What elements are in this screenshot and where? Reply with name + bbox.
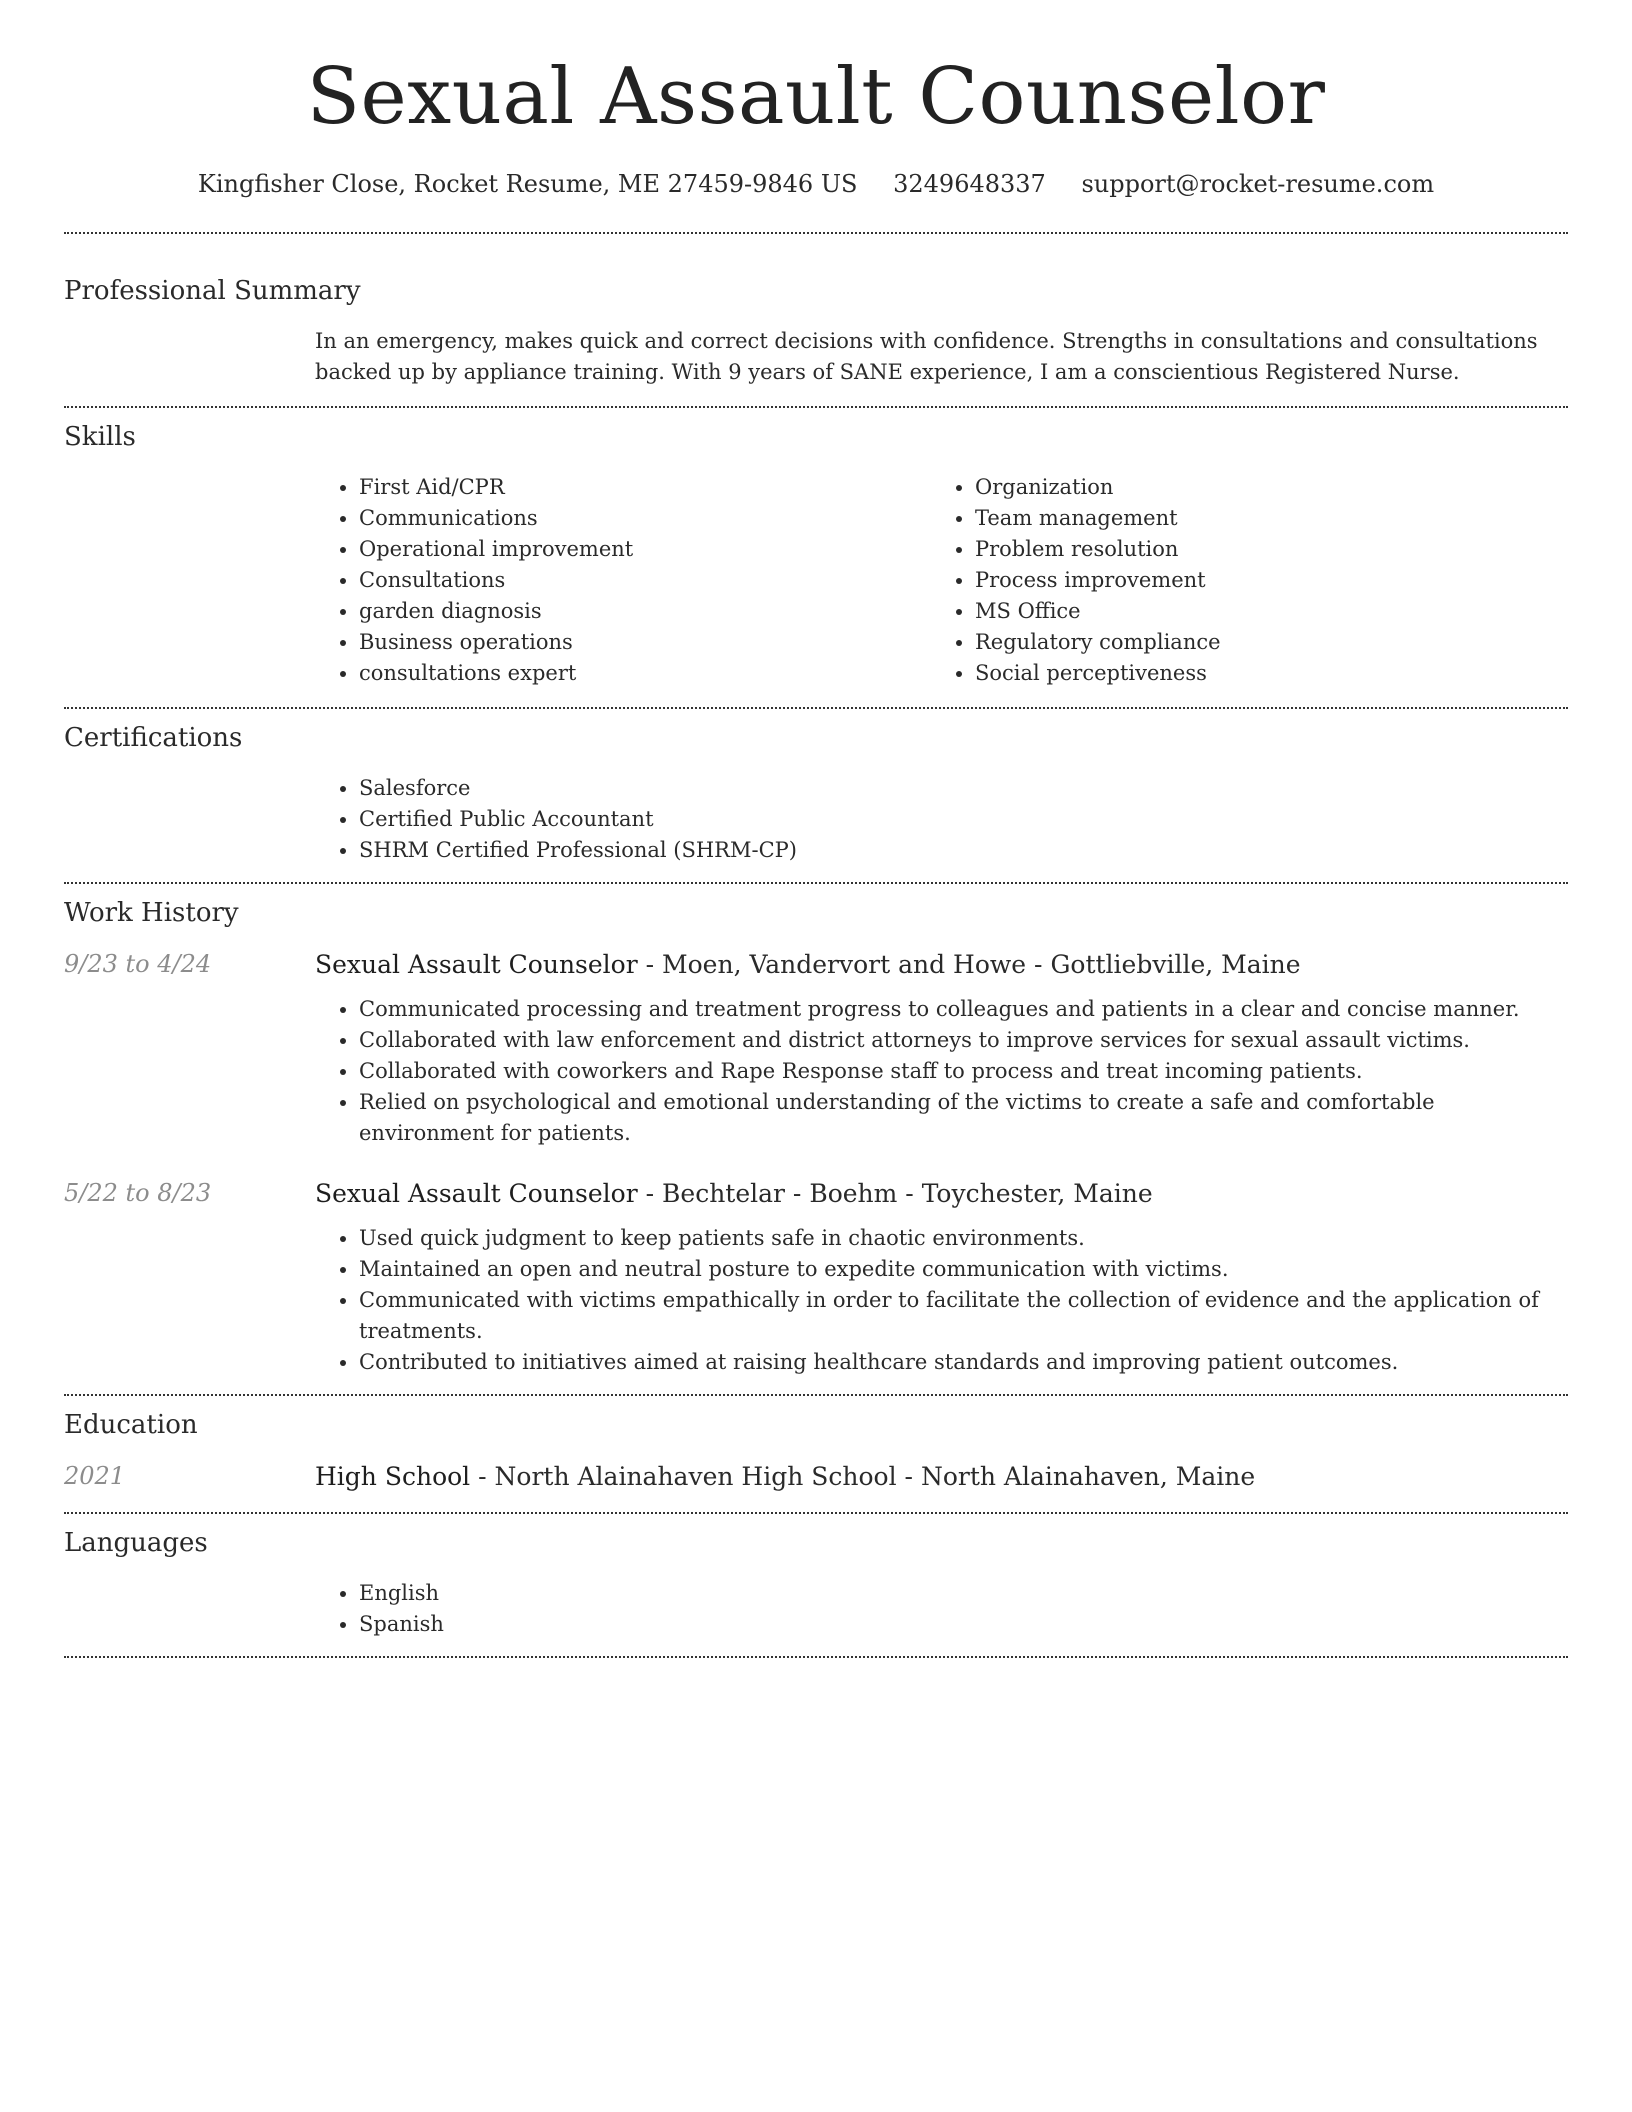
section-title: Certifications (64, 723, 243, 753)
job-date: 9/23 to 4/24 (64, 950, 212, 978)
candidate-name: Sexual Assault Counselor (306, 52, 1326, 142)
list-item: • Communications (359, 503, 931, 534)
list-item: • Used quick judgment to keep patients safe in chaotic environments. (359, 1223, 1568, 1254)
list-item: • Communicated with victims empathically in order to facilitate the collection of evidence and the application of treatments. (359, 1285, 1568, 1347)
list-item: • Communicated processing and treatment progress to colleagues and patients in a clear and concise manner. (359, 994, 1568, 1025)
languages-section (64, 1528, 1568, 1640)
list-item: • Salesforce (359, 773, 1568, 804)
list-item: • Problem resolution (975, 534, 1547, 565)
section-title: Professional Summary (64, 276, 361, 306)
certifications-content (315, 773, 1568, 866)
divider (64, 406, 1568, 408)
languages-list (315, 1578, 1568, 1640)
work-history-section (64, 898, 1568, 1378)
certifications-section (64, 723, 1568, 866)
list-item: • Collaborated with law enforcement and district attorneys to improve services for sexual assault victims. (359, 1025, 1568, 1056)
divider (64, 232, 1568, 234)
education-details: - North Alainahaven High School - North Alainahaven, Maine (470, 1462, 1256, 1491)
summary-text: In an emergency, makes quick and correct decisions with confidence. Strengths in consultations and consultations backed up by appliance training. With 9 years of SANE experience, I am a conscientious Registered Nurse. (315, 329, 1538, 384)
list-item: • English (359, 1578, 1568, 1609)
section-title: Education (64, 1410, 198, 1440)
contact-line (64, 170, 1568, 198)
education-entry (64, 1462, 1568, 1492)
job-heading (315, 950, 1568, 980)
divider (64, 882, 1568, 884)
list-item: • Team management (975, 503, 1547, 534)
education-date: 2021 (64, 1462, 126, 1490)
list-item: • Certified Public Accountant (359, 804, 1568, 835)
list-item: • Organization (975, 472, 1547, 503)
divider (64, 1394, 1568, 1396)
skills-list-right (931, 472, 1547, 689)
job-bullets (315, 994, 1568, 1149)
job-role: Sexual Assault Counselor (315, 950, 638, 979)
job-content (315, 1223, 1568, 1378)
section-title: Skills (64, 422, 136, 452)
list-item: • Contributed to initiatives aimed at raising healthcare standards and improving patient outcomes. (359, 1347, 1568, 1378)
section-title: Work History (64, 898, 239, 928)
skills-list-left (315, 472, 931, 689)
divider (64, 1656, 1568, 1658)
job-entry (64, 1179, 1568, 1378)
address: Kingfisher Close, Rocket Resume, ME 27459-9846 US (197, 170, 858, 198)
certifications-list (315, 773, 1568, 866)
list-item: • Social perceptiveness (975, 658, 1547, 689)
skills-section (64, 422, 1568, 689)
list-item: • Spanish (359, 1609, 1568, 1640)
list-item: • Process improvement (975, 565, 1547, 596)
education-heading (315, 1462, 1568, 1492)
divider (64, 707, 1568, 709)
education-section (64, 1410, 1568, 1492)
job-content (315, 994, 1568, 1149)
list-item: • consultations expert (359, 658, 931, 689)
languages-content (315, 1578, 1568, 1640)
resume-page (64, 0, 1568, 1658)
phone: 3249648337 (893, 170, 1046, 198)
list-item: • Operational improvement (359, 534, 931, 565)
job-bullets (315, 1223, 1568, 1378)
section-title: Languages (64, 1528, 208, 1558)
list-item: • MS Office (975, 596, 1547, 627)
list-item: • SHRM Certified Professional (SHRM-CP) (359, 835, 1568, 866)
education-degree: High School (315, 1462, 471, 1491)
summary-section (64, 276, 1568, 388)
job-details: - Moen, Vandervort and Howe - Gottliebville, Maine (637, 950, 1301, 979)
list-item: • Regulatory compliance (975, 627, 1547, 658)
divider (64, 1512, 1568, 1514)
job-entry (64, 950, 1568, 1149)
list-item: • Collaborated with coworkers and Rape Response staff to process and treat incoming patients. (359, 1056, 1568, 1087)
list-item: • Relied on psychological and emotional understanding of the victims to create a safe and comfortable environment for patients. (359, 1087, 1568, 1149)
job-heading (315, 1179, 1568, 1209)
list-item: • Business operations (359, 627, 931, 658)
list-item: • garden diagnosis (359, 596, 931, 627)
skills-grid (315, 472, 1568, 689)
job-details: - Bechtelar - Boehm - Toychester, Maine (637, 1179, 1153, 1208)
email: support@rocket-resume.com (1081, 170, 1435, 198)
list-item: • First Aid/CPR (359, 472, 931, 503)
job-date: 5/22 to 8/23 (64, 1179, 212, 1207)
job-role: Sexual Assault Counselor (315, 1179, 638, 1208)
list-item: • Consultations (359, 565, 931, 596)
list-item: • Maintained an open and neutral posture to expedite communication with victims. (359, 1254, 1568, 1285)
